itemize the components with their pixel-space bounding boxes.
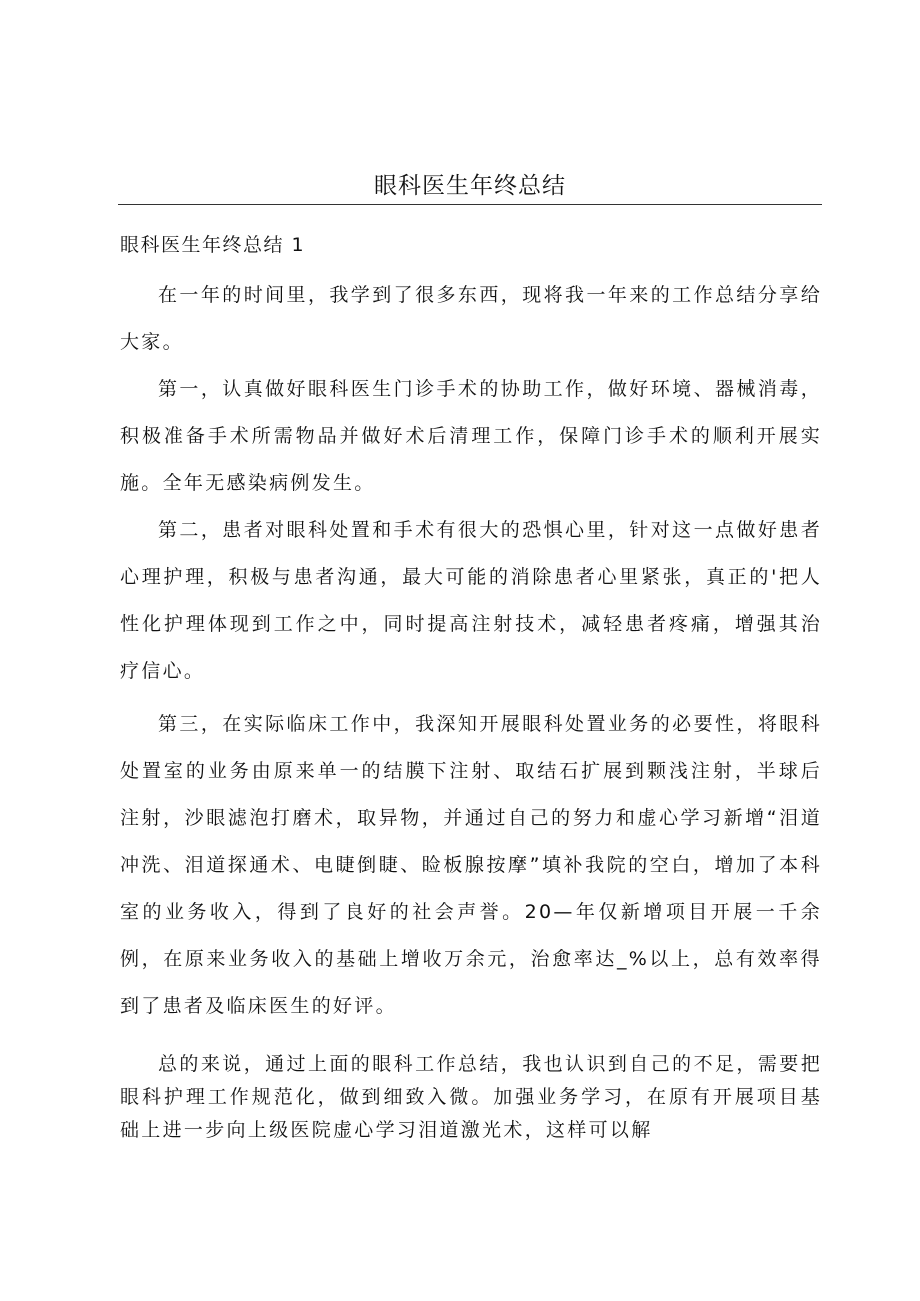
paragraph-second: 第二，患者对眼科处置和手术有很大的恐惧心里，针对这一点做好患者心理护理，积极与患者沟通，最大可能的消除患者心里紧张，真正的'把人性化护理体现到工作之中，同时提高注射技术，减轻患者疼痛，增强其治疗信心。 [120, 519, 822, 682]
paragraph-intro: 在一年的时间里，我学到了很多东西，现将我一年来的工作总结分享给大家。 [120, 284, 822, 353]
section-heading: 眼科医生年终总结 1 [120, 234, 306, 256]
paragraph-summary: 总的来说，通过上面的眼科工作总结，我也认识到自己的不足，需要把眼科护理工作规范化，做到细致入微。加强业务学习，在原有开展项目基础上进一步向上级医院虚心学习泪道激光术，这样可以解 [120, 1053, 822, 1141]
document-title: 眼科医生年终总结 [374, 173, 566, 199]
paragraph-first: 第一，认真做好眼科医生门诊手术的协助工作，做好环境、器械消毒，积极准备手术所需物品并做好术后清理工作，保障门诊手术的顺利开展实施。全年无感染病例发生。 [120, 378, 822, 494]
title-divider [118, 204, 822, 205]
paragraph-third: 第三，在实际临床工作中，我深知开展眼科处置业务的必要性，将眼科处置室的业务由原来单一的结膜下注射、取结石扩展到颗浅注射，半球后注射，沙眼滤泡打磨术，取异物，并通过自己的努力和虚心学习新增“泪道冲洗、泪道探通术、电睫倒睫、睑板腺按摩”填补我院的空白，增加了本科室的业务收入，得到了良好的社会声誉。20—年仅新增项目开展一千余例，在原来业务收入的基础上增收万余元，治愈率达_%以上，总有效率得到了患者及临床医生的好评。 [120, 713, 822, 1017]
